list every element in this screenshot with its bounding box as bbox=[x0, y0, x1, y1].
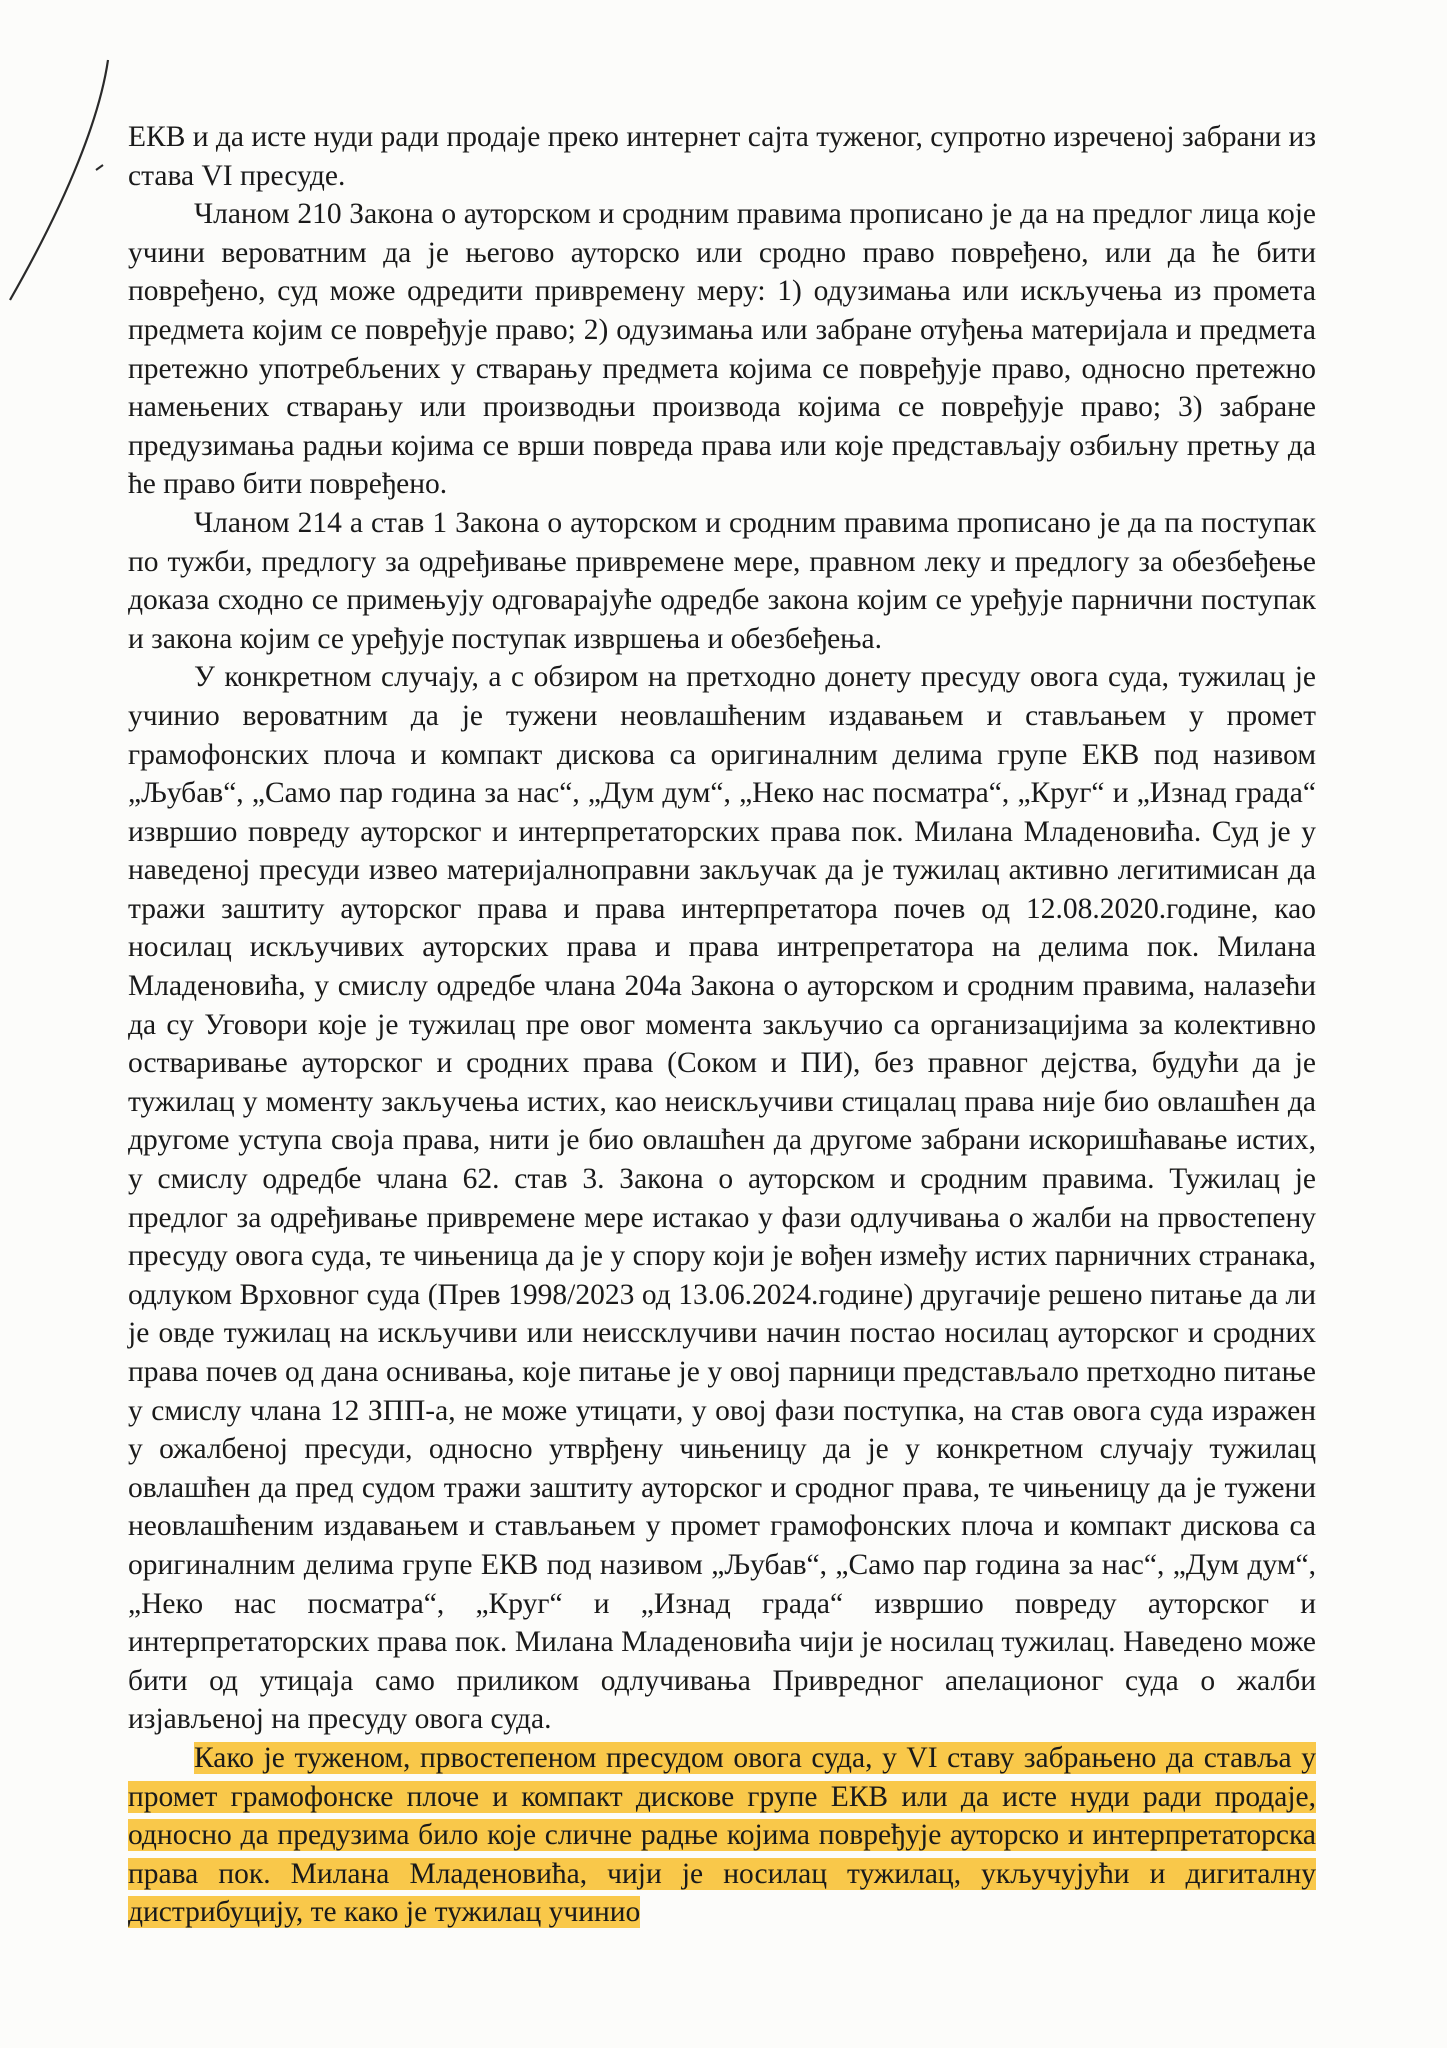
document-body bbox=[128, 118, 1316, 1932]
highlighted-text: Како је туженом, првостепеном пресудом овога суда, у VI ставу забрањено да ставља у промет грамофонске плоче и компакт дискове групе ЕКВ или да исте нуди ради продаје, односно да предузима било које сличне радње којима повређује ауторско и интерпретаторска права пок. Милана Младеновића, чији је носилац тужилац, укључујући и дигиталну дистрибуцију, те како је тужилац учинио bbox=[128, 1741, 1316, 1929]
paragraph-article-214a: Чланом 214 а став 1 Закона о ауторском и сродним правима прописано је да па поступак по тужби, предлогу за одређивање привремене мере, правном леку и предлогу за обезбеђење доказа сходно се примењују одговарајуће одредбе закона којим се уређује парнични поступак и закона којим се уређује поступак извршења и обезбеђења. bbox=[128, 506, 1316, 655]
paragraph-continuation: ЕКВ и да исте нуди ради продаје преко интернет сајта туженог, супротно изреченој забрани из става VI пресуде. bbox=[128, 121, 1316, 192]
paragraph-highlighted bbox=[128, 1739, 1316, 1932]
pen-stroke-mark bbox=[0, 55, 120, 315]
paragraph-article-210: Чланом 210 Закона о ауторском и сродним правима прописано је да на предлог лица које учини вероватним да је његово ауторско или сродно право повређено, или да ће бити повређено, суд може одредити привремену меру: 1) одузимања или искључења из промета предмета којим се повређује право; 2) одузимања или забране отуђења материјала и предмета претежно употребљених у стварању предмета којима се повређује право, односно претежно намењених стварању или производњи производа којима се повређује право; 3) забране предузимања радњи којима се врши повреда права или које представљају озбиљну претњу да ће право бити повређено. bbox=[128, 198, 1316, 501]
paragraph-concrete-case: У конкретном случају, а с обзиром на претходно донету пресуду овога суда, тужилац је учинио вероватним да је тужени неовлашћеним издавањем и стављањем у промет грамофонских плоча и компакт дискова са оригиналним делима групе ЕКВ под називом „Љубав“, „Само пар година за нас“, „Дум дум“, „Неко нас посматра“, „Круг“ и „Изнад града“ извршио повреду ауторског и интерпретаторских права пок. Милана Младеновића. Суд је у наведеној пресуди извео материјалноправни закључак да је тужилац активно легитимисан да тражи заштиту ауторског права и права интерпретатора почев од 12.08.2020.године, као носилац искључивих ауторских права и права интрепретатора на делима пок. Милана Младеновића, у смислу одредбе члана 204а Закона о ауторском и сродним правима, налазећи да су Уговори које је тужилац пре овог момента закључио са организацијима за колективно остваривање ауторског и сродних права (Соком и ПИ), без правног дејства, будући да је тужилац у моменту закључења истих, као неискључиви стицалац права није био овлашћен да другоме уступа своја права, нити је био овлашћен да другоме забрани искоришћавање истих, у смислу одредбе члана 62. став 3. Закона о ауторском и сродним правима. Тужилац је предлог за одређивање привремене мере истакао у фази одлучивања о жалби на првостепену пресуду овога суда, те чињеница да је у спору који је вођен између истих парничних странака, одлуком Врховног суда (Прев 1998/2023 од 13.06.2024.године) другачије решено питање да ли је овде тужилац на искључиви или неиссклучиви начин постао носилац ауторског и сродних права почев од дана оснивања, које питање је у овој парници представљало претходно питање у смислу члана 12 ЗПП-а, не може утицати, у овој фази поступка, на став овога суда изражен у ожалбеној пресуди, односно утврђену чињеницу да је у конкретном случају тужилац овлашћен да пред судом тражи заштиту ауторског и сродног права, те чињеницу да је тужени неовлашћеним издавањем и стављањем у промет грамофонских плоча и компакт дискова са оригиналним делима групе ЕКВ под називом „Љубав“, „Само пар година за нас“, „Дум дум“, „Неко нас посматра“, „Круг“ и „Изнад града“ извршио повреду ауторског и интерпретаторских права пок. Милана Младеновића чији је носилац тужилац. Наведено може бити од утицаја само приликом одлучивања Привредног апелационог суда о жалби изјављеној на пресуду овога суда. bbox=[128, 661, 1316, 1736]
